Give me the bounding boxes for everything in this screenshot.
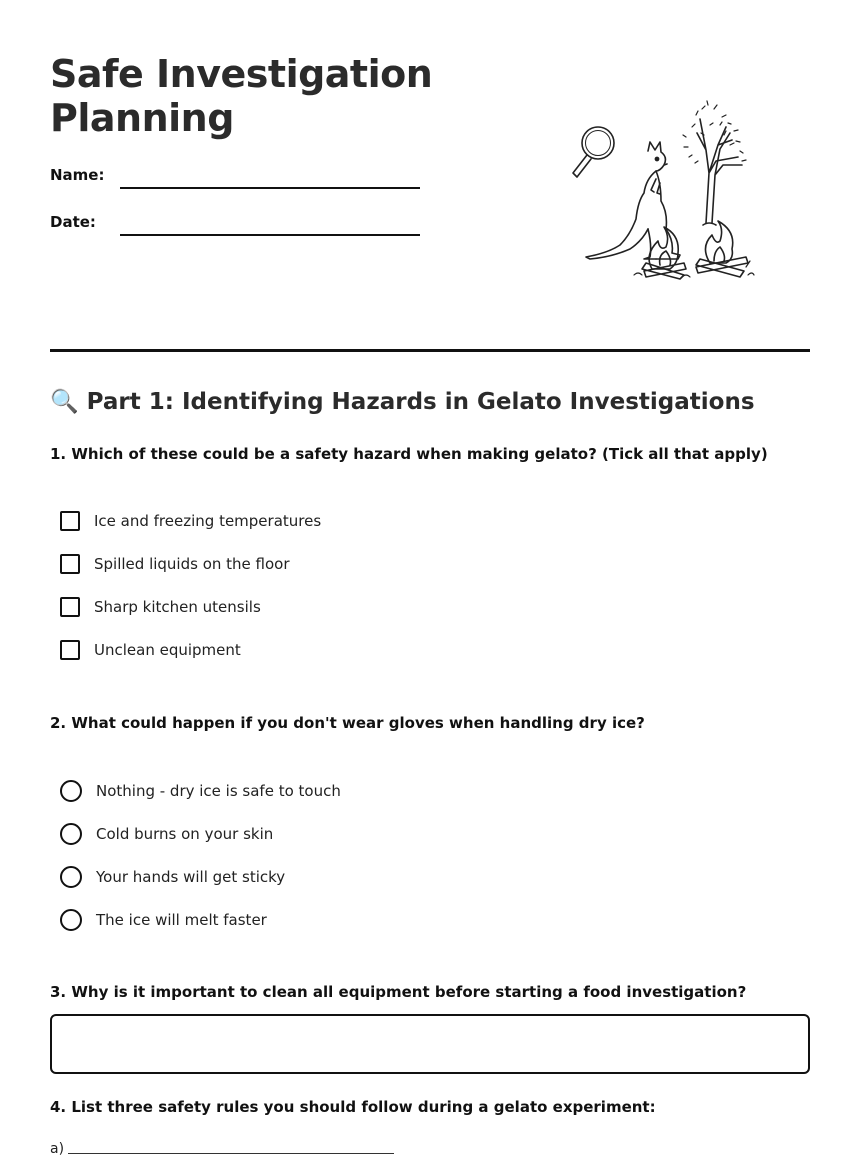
q1-option-4[interactable]: [60, 640, 241, 660]
title-line-2: Planning: [50, 96, 234, 140]
option-label: Unclean equipment: [94, 641, 241, 659]
tree-icon: [683, 101, 746, 225]
date-field[interactable]: [120, 234, 420, 236]
item-a-label: a): [50, 1141, 65, 1157]
name-label: Name:: [50, 166, 105, 184]
page-title: [50, 52, 432, 140]
checkbox[interactable]: [60, 640, 80, 660]
item-a-answer-line[interactable]: [68, 1153, 394, 1154]
q2-option-3[interactable]: [60, 866, 285, 888]
q2-option-2[interactable]: [60, 823, 273, 845]
option-label: Cold burns on your skin: [96, 825, 274, 843]
radio-button[interactable]: [60, 780, 82, 802]
option-label: Ice and freezing temperatures: [94, 512, 322, 530]
checkbox[interactable]: [60, 511, 80, 531]
magnifying-glass-icon: [573, 127, 614, 177]
radio-button[interactable]: [60, 866, 82, 888]
question-4: 4. List three safety rules you should follow during a gelato experiment:: [50, 1098, 656, 1116]
q2-option-4[interactable]: [60, 909, 267, 931]
part1-heading-text: Part 1: Identifying Hazards in Gelato Investigations: [86, 388, 755, 415]
option-label: Spilled liquids on the floor: [94, 555, 290, 573]
option-label: Your hands will get sticky: [96, 868, 286, 886]
question-2: 2. What could happen if you don't wear gloves when handling dry ice?: [50, 714, 645, 732]
section-divider: [50, 349, 810, 352]
name-field[interactable]: [120, 187, 420, 189]
q4-item-a: [50, 1141, 394, 1157]
kangaroo-bushfire-illustration: [560, 95, 760, 290]
q2-option-1[interactable]: [60, 780, 341, 802]
option-label: The ice will melt faster: [96, 911, 267, 929]
q1-option-1[interactable]: [60, 511, 321, 531]
option-label: Sharp kitchen utensils: [94, 598, 261, 616]
part1-heading: [50, 388, 755, 415]
question-3: 3. Why is it important to clean all equipment before starting a food investigation?: [50, 983, 747, 1001]
radio-button[interactable]: [60, 823, 82, 845]
q3-answer-box[interactable]: [50, 1014, 810, 1074]
checkbox[interactable]: [60, 554, 80, 574]
title-line-1: Safe Investigation: [50, 52, 433, 96]
option-label: Nothing - dry ice is safe to touch: [96, 782, 341, 800]
checkbox[interactable]: [60, 597, 80, 617]
q1-option-3[interactable]: [60, 597, 261, 617]
radio-button[interactable]: [60, 909, 82, 931]
campfire-icon: [634, 221, 754, 279]
question-1: 1. Which of these could be a safety hazard when making gelato? (Tick all that apply): [50, 445, 768, 463]
date-label: Date:: [50, 213, 96, 231]
magnifying-glass-icon: 🔍: [50, 389, 79, 415]
q1-option-2[interactable]: [60, 554, 290, 574]
